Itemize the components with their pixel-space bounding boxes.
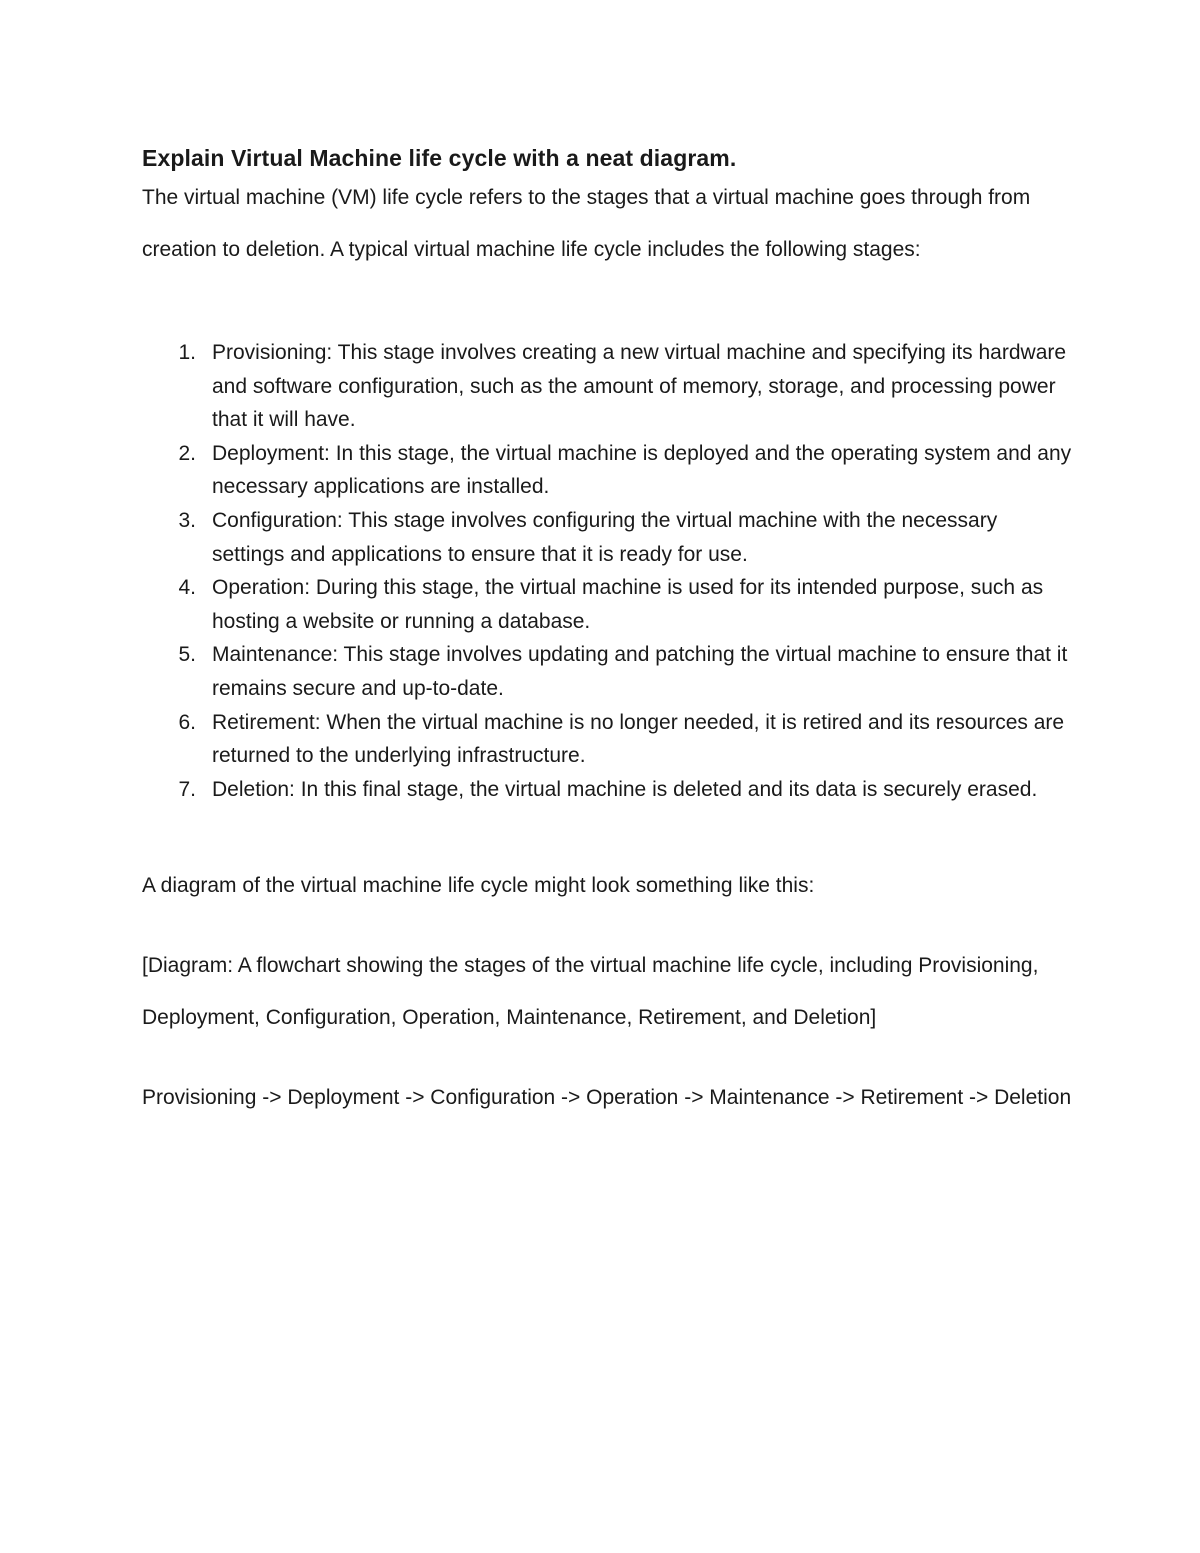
stage-number: 5. [178, 643, 196, 667]
stage-text: Deployment: In this stage, the virtual machine is deployed and the operating system and any necessary applications are installed. [212, 441, 1072, 499]
stage-text: Configuration: This stage involves configuring the virtual machine with the necessary settings and applications to ensure that it is ready for use. [212, 508, 998, 566]
stage-number: 7. [178, 777, 196, 801]
stage-deployment [142, 437, 1072, 504]
stage-deletion [142, 773, 1072, 807]
stage-provisioning [142, 336, 1072, 437]
diagram-intro-paragraph: A diagram of the virtual machine life cycle might look something like this: [142, 874, 815, 898]
diagram-description-paragraph: [Diagram: A flowchart showing the stages of the virtual machine life cycle, including Provisioning, Deployment, Configuration, Operation, Maintenance, Retirement, and Deletion] [142, 954, 1039, 1030]
flow-paragraph: Provisioning -> Deployment -> Configuration -> Operation -> Maintenance -> Retirement -> Deletion [142, 1086, 1072, 1110]
stage-text: Provisioning: This stage involves creating a new virtual machine and specifying its hardware and software configuration, such as the amount of memory, storage, and processing power that it will have. [212, 341, 1067, 432]
stage-configuration [142, 504, 1072, 571]
document-body [142, 143, 1072, 1124]
stage-number: 2. [178, 441, 196, 465]
stage-number: 6. [178, 710, 196, 734]
document-title: Explain Virtual Machine life cycle with a neat diagram. [142, 145, 737, 171]
stage-number: 4. [178, 576, 196, 600]
stage-operation [142, 571, 1072, 638]
stage-text: Operation: During this stage, the virtual machine is used for its intended purpose, such as hosting a website or running a database. [212, 576, 1044, 633]
stage-text: Deletion: In this final stage, the virtual machine is deleted and its data is securely erased. [212, 777, 1038, 801]
stage-number: 3. [178, 508, 196, 532]
stage-text: Retirement: When the virtual machine is no longer needed, it is retired and its resources are returned to the underlying infrastructure. [212, 710, 1065, 768]
stage-number: 1. [178, 341, 196, 364]
stage-text: Maintenance: This stage involves updating and patching the virtual machine to ensure that it remains secure and up-to-date. [212, 643, 1068, 700]
stages-list [142, 336, 1072, 806]
intro-paragraph: The virtual machine (VM) life cycle refers to the stages that a virtual machine goes through from creation to deletion. A typical virtual machine life cycle includes the following stages: [142, 186, 1031, 261]
stage-maintenance [142, 638, 1072, 705]
stage-retirement [142, 706, 1072, 773]
